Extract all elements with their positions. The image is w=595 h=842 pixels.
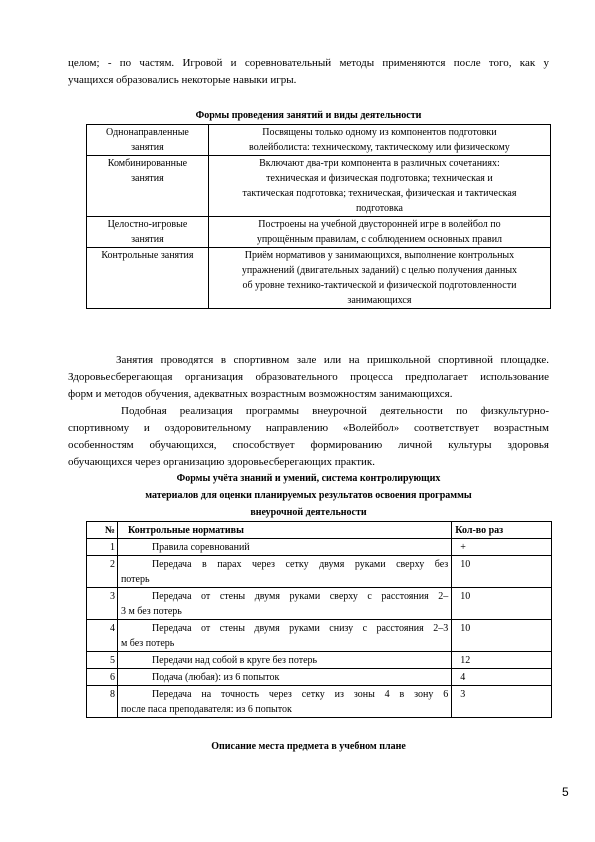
forms-desc-cell: Посвящены только одному из компонентов подготовки волейболиста: техническому, тактическому или физическому (208, 125, 550, 156)
norms-count-cell: 4 (452, 669, 552, 686)
forms-table-title: Формы проведения занятий и виды деятельности (195, 110, 422, 121)
norms-count-cell: 10 (452, 588, 552, 620)
forms-row (87, 217, 551, 248)
forms-desc-cell: Построены на учебной двусторонней игре в волейбол по упрощённым правилам, с соблюдением основных правил (208, 217, 550, 248)
para1-line-2: Здоровьесберегающая организация образовательного процесса предполагает использование (68, 371, 549, 383)
forms-desc-cell: Приём нормативов у занимающихся, выполнение контрольных упражнений (двигательных заданий) с целью получения данных об уровне технико-тактической и физической подготовленности занимающихся (208, 248, 550, 309)
norms-num-cell: 6 (87, 669, 118, 686)
forms-type-cell: Однонаправленные занятия (87, 125, 209, 156)
norms-name-cell: Передача от стены двумя руками снизу с расстояния 2–3 м без потерь (117, 620, 451, 652)
norms-name-cell: Подача (любая): из 6 попыток (117, 669, 451, 686)
table-row (87, 669, 552, 686)
norms-num-cell: 8 (87, 686, 118, 718)
norms-table-title-1: Формы учёта знаний и умений, система контролирующих (176, 473, 441, 484)
norms-count-cell: 12 (452, 652, 552, 669)
norms-num-cell: 2 (87, 556, 118, 588)
norms-num-cell: 5 (87, 652, 118, 669)
norms-count-cell: 10 (452, 556, 552, 588)
norms-header-count: Кол-во раз (452, 522, 552, 539)
norms-num-cell: 4 (87, 620, 118, 652)
forms-type-cell: Контрольные занятия (87, 248, 209, 309)
table-row (87, 620, 552, 652)
norms-name-cell: Передачи над собой в круге без потерь (117, 652, 451, 669)
section-heading: Описание места предмета в учебном плане (211, 741, 406, 752)
norms-name-cell: Передача от стены двумя руками сверху с расстояния 2– 3 м без потерь (117, 588, 451, 620)
norms-header-num: № (87, 522, 118, 539)
norms-name-cell: Передача на точность через сетку из зоны 4 в зону 6 после паса преподавателя: из 6 попыток (117, 686, 451, 718)
para1-line-1: Занятия проводятся в спортивном зале или на пришкольной спортивной площадке. (116, 354, 549, 366)
norms-header-row (87, 522, 552, 539)
table-row (87, 652, 552, 669)
table-row (87, 556, 552, 588)
intro-line-1: целом; - по частям. Игровой и соревновательный методы применяются после того, как у (68, 57, 549, 69)
norms-name-cell: Передача в парах через сетку двумя руками сверху без потерь (117, 556, 451, 588)
norms-count-cell: 10 (452, 620, 552, 652)
norms-num-cell: 1 (87, 539, 118, 556)
forms-type-cell: Комбинированные занятия (87, 156, 209, 217)
para2-line-4: обучающихся через организацию здоровьесберегающих практик. (68, 456, 376, 468)
norms-count-cell: 3 (452, 686, 552, 718)
norms-table (86, 521, 552, 718)
forms-type-cell: Целостно-игровые занятия (87, 217, 209, 248)
page-number: 5 (562, 785, 569, 799)
forms-table (86, 124, 551, 309)
intro-line-2: учащихся образовались некоторые навыки игры. (68, 74, 297, 86)
para2-line-1: Подобная реализация программы внеурочной деятельности по физкультурно- (121, 405, 549, 417)
table-row (87, 588, 552, 620)
forms-desc-cell: Включают два-три компонента в различных сочетаниях: техническая и физическая подготовка; техническая и тактическая подготовка; техническая, физическая и тактическая подготовка (208, 156, 550, 217)
table-row (87, 686, 552, 718)
norms-num-cell: 3 (87, 588, 118, 620)
para1-line-3: форм и методов обучения, адекватных возрастным возможностям занимающихся. (68, 388, 453, 400)
table-row (87, 539, 552, 556)
norms-name-cell: Правила соревнований (117, 539, 451, 556)
forms-row (87, 156, 551, 217)
forms-row (87, 248, 551, 309)
forms-row (87, 125, 551, 156)
norms-table-title-2: материалов для оценки планируемых результатов освоения программы (145, 490, 472, 501)
para2-line-2: спортивному и оздоровительному направлению «Волейбол» соответствует возрастным (68, 422, 549, 434)
norms-header-name: Контрольные нормативы (117, 522, 451, 539)
norms-count-cell: + (452, 539, 552, 556)
para2-line-3: особенностям обучающихся, способствует формированию личной культуры здоровья (68, 439, 549, 451)
norms-table-title-3: внеурочной деятельности (250, 507, 367, 518)
